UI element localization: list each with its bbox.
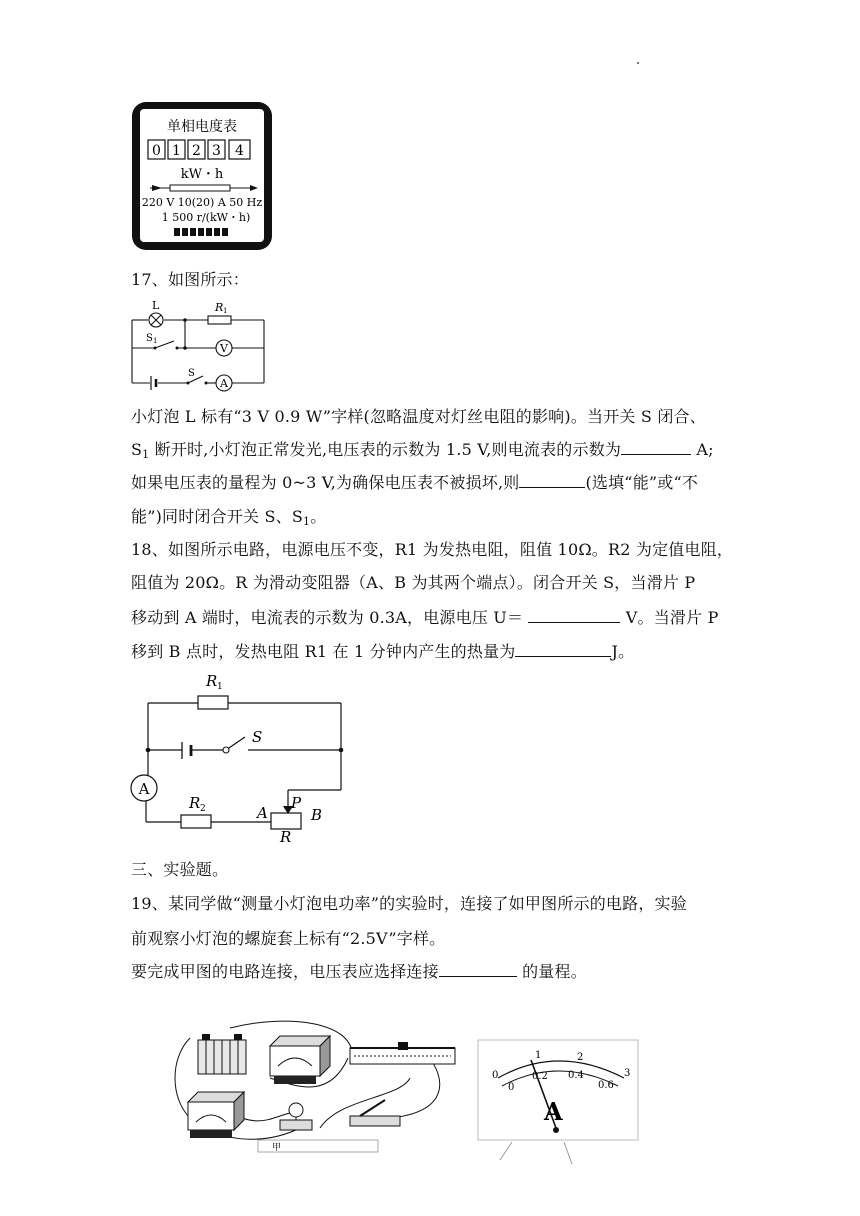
q19-line-3: [131, 955, 587, 989]
q17-label-R1: R: [215, 301, 224, 314]
q18-label-R1: R: [206, 672, 218, 690]
q18-label-S: S: [252, 728, 263, 746]
q17-s1-subscript: 1: [142, 448, 150, 461]
q18-heat-answer-blank[interactable]: [515, 638, 611, 657]
q17-line-4-end: 。: [310, 507, 327, 526]
electric-meter-figure: [130, 100, 275, 252]
dial-top-0: 0: [492, 1070, 499, 1081]
q18-line-1: 18、如图所示电路，电源电压不变，R1 为发热电阻，阻值 10Ω。R2 为定值电阻，: [131, 540, 734, 559]
q17-line-2-unit: A;: [691, 440, 714, 459]
q17-ammeter-letter: A: [220, 377, 228, 390]
meter-digit: 2: [192, 143, 201, 159]
q18-line-4-unit: J。: [611, 642, 635, 661]
q19-ammeter-dial: [476, 1038, 642, 1168]
q18-label-R: R: [280, 828, 292, 846]
q17-line-4-subscript: 1: [303, 515, 311, 528]
q18-label-P: P: [291, 794, 302, 812]
q18-label-R2: R: [189, 794, 201, 812]
q17-heading: 17、如图所示：: [131, 270, 249, 289]
q17-label-S1-sub: 1: [153, 337, 158, 345]
q17-s1-symbol: S: [131, 440, 143, 459]
q18-line-3: [131, 601, 719, 635]
q17-current-answer-blank[interactable]: [621, 436, 691, 455]
meter-digit: 1: [172, 143, 181, 159]
q19-caption-symbol: 甲: [272, 1143, 282, 1153]
meter-title: 单相电度表: [167, 119, 237, 135]
meter-digit: 3: [212, 143, 221, 159]
dial-top-3: 3: [624, 1068, 631, 1079]
q18-line-4: [131, 635, 634, 669]
dial-letter: A: [544, 1097, 563, 1126]
q19-line-2: 前观察小灯泡的螺旋套上标有“2.5V”字样。: [131, 929, 446, 948]
dial-bottom-2: 0.4: [568, 1070, 584, 1081]
voltmeter-device-icon: [270, 1036, 330, 1084]
meter-terminal-block: [174, 228, 228, 236]
q18-circuit-diagram: [128, 668, 358, 848]
meter-spec-2: 1 500 r/(kW・h): [161, 211, 251, 224]
q18-label-B-end: B: [311, 806, 323, 824]
q19-apparatus-figure: [170, 1018, 465, 1162]
battery-pack-icon: [198, 1034, 246, 1074]
switch-icon: [350, 1100, 400, 1126]
dial-top-2: 2: [577, 1052, 584, 1063]
q17-circuit-diagram: [128, 296, 270, 392]
meter-unit: kW・h: [180, 167, 224, 182]
q17-label-S1: S: [146, 333, 153, 344]
rheostat-icon: [350, 1042, 455, 1064]
q18-voltage-answer-blank[interactable]: [528, 604, 620, 623]
q18-line-3-tail: V。当滑片 P: [620, 608, 719, 627]
q18-label-A-end: A: [257, 804, 268, 822]
q18-line-4-text: 移到 B 点时，发热电阻 R1 在 1 分钟内产生的热量为: [131, 642, 516, 661]
q17-line-4-text: 能”)同时闭合开关 S、S: [131, 507, 304, 526]
stray-mark: [637, 62, 639, 64]
q18-line-2: 阻值为 20Ω。R 为滑动变阻器（A、B 为其两个端点）。闭合开关 S，当滑片 P: [131, 573, 696, 592]
q19-line-3-text: 要完成甲图的电路连接，电压表应选择连接: [131, 962, 439, 981]
dial-bottom-3: 0.6: [598, 1080, 614, 1091]
q18-line-3-text: 移动到 A 端时，电流表的示数为 0.3A，电源电压 U＝: [131, 608, 529, 627]
dial-top-1: 1: [535, 1050, 542, 1061]
q17-line-3-text: 如果电压表的量程为 0~3 V,为确保电压表不被损坏,则: [131, 473, 520, 492]
meter-digit: 0: [152, 143, 161, 159]
q17-switch-answer-blank[interactable]: [519, 469, 585, 488]
ammeter-device-icon: [188, 1092, 244, 1138]
q17-line-3-tail: (选填“能”或“不: [585, 473, 699, 492]
q17-line-3: [131, 466, 698, 500]
section-3-heading: 三、实验题。: [131, 860, 229, 879]
dial-bottom-0: 0: [508, 1082, 515, 1093]
q19-line-3-tail: 的量程。: [516, 962, 587, 981]
meter-digit: 4: [235, 143, 244, 159]
q17-label-S: S: [188, 368, 195, 379]
q19-line-1: 19、某同学做“测量小灯泡电功率”的实验时，连接了如甲图所示的电路，实验: [131, 894, 687, 913]
q18-label-R2-sub: 2: [200, 804, 206, 814]
q17-line-2-text: 断开时,小灯泡正常发光,电压表的示数为 1.5 V,则电流表的示数为: [149, 440, 622, 459]
q17-label-L: L: [152, 299, 160, 312]
q18-label-R1-sub: 1: [217, 682, 223, 692]
bulb-icon: [280, 1103, 312, 1130]
q17-label-R1-sub: 1: [223, 307, 228, 315]
q18-ammeter-letter: A: [138, 780, 150, 798]
q17-line-1: 小灯泡 L 标有“3 V 0.9 W”字样(忽略温度对灯丝电阻的影响)。当开关 S 闭合、: [131, 407, 706, 426]
q17-voltmeter-letter: V: [220, 342, 228, 355]
dial-bottom-1: 0.2: [532, 1071, 548, 1082]
q19-range-answer-blank[interactable]: [439, 958, 517, 977]
meter-spec-1: 220 V 10(20) A 50 Hz: [141, 196, 263, 209]
